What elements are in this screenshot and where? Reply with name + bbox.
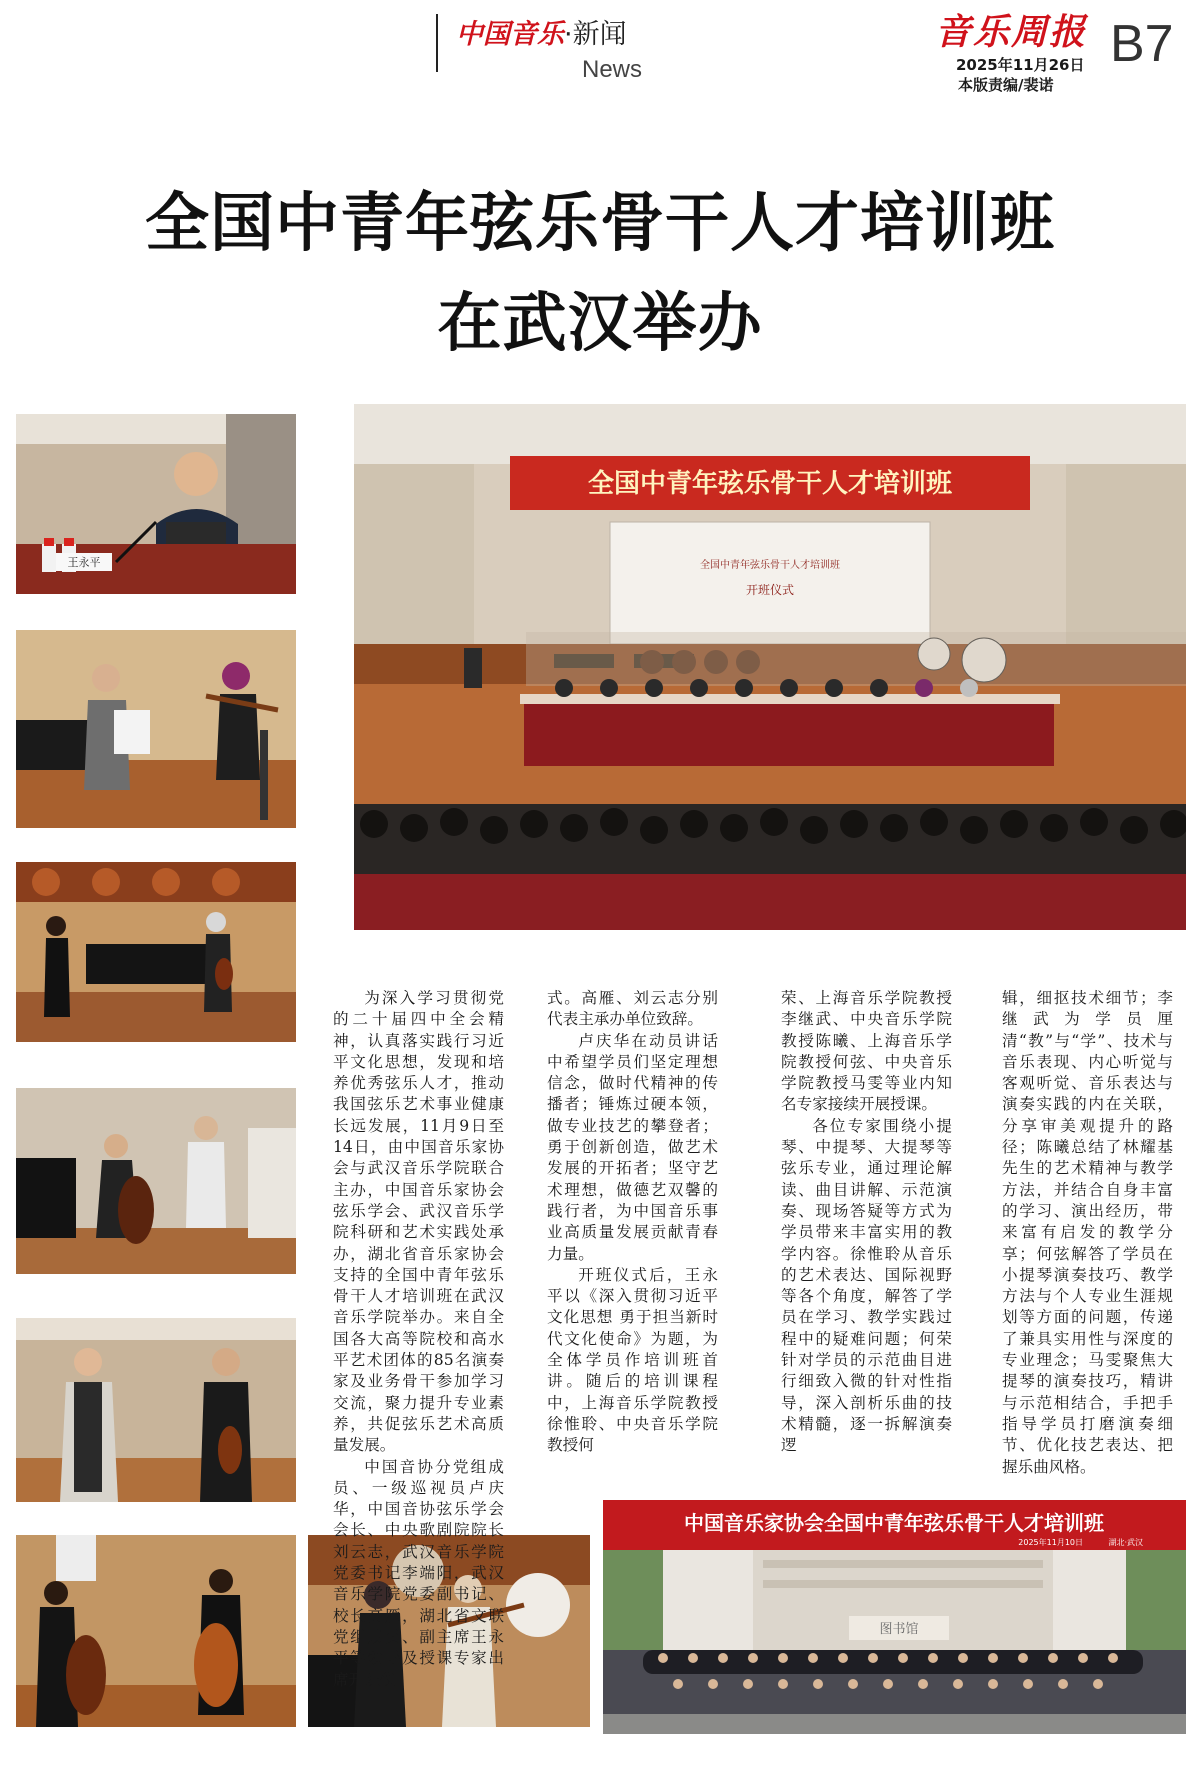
article-column-4 bbox=[1002, 988, 1173, 1478]
screen-title: 全国中青年弦乐骨干人才培训班 bbox=[700, 560, 840, 571]
article-column-2 bbox=[547, 988, 718, 1457]
photo-lecturer bbox=[16, 414, 296, 594]
masthead-divider bbox=[436, 14, 438, 72]
article-paragraph: 式。高雁、刘云志分别代表主承办单位致辞。 bbox=[547, 989, 718, 1029]
brand-logo: 中国音乐 bbox=[456, 19, 564, 50]
screen-subtitle: 开班仪式 bbox=[745, 583, 795, 597]
article-paragraph: 中国音协分党组成员、一级巡视员卢庆华，中国音协弦乐学会会长、中央歌剧院院长刘云志，武汉音乐学院党委书记李端阳，武汉音乐学院党委副书记、校长高雁，湖北省文联党组成员、副主席王永平等领导及授课专家出席开班仪 bbox=[333, 1457, 504, 1689]
article-column-1 bbox=[333, 988, 504, 1691]
group-banner-place: 湖北·武汉 bbox=[1108, 1538, 1143, 1547]
photo-two-cellists bbox=[16, 1535, 296, 1727]
group-banner-title: 中国音乐家协会全国中青年弦乐骨干人才培训班 bbox=[684, 1511, 1104, 1535]
photo-opening-ceremony bbox=[354, 404, 1186, 930]
photo-trio-piano bbox=[16, 862, 296, 1042]
headline-line-1: 全国中青年弦乐骨干人才培训班 bbox=[145, 187, 1055, 261]
section-name-en: News bbox=[582, 56, 643, 83]
main-banner-text: 全国中青年弦乐骨干人才培训班 bbox=[587, 469, 953, 499]
article-paragraph: 荣、上海音乐学院教授李继武、中央音乐学院教授陈曦、上海音乐学院教授何弦、中央音乐学院教授马雯等业内知名专家接续开展授课。 bbox=[781, 989, 952, 1114]
newspaper-logo: 音乐周报 bbox=[935, 11, 1088, 53]
page-editor: 本版责编/裴诺 bbox=[958, 76, 1054, 94]
photo-violin-instruction bbox=[16, 630, 296, 828]
page-number: B7 bbox=[1110, 15, 1174, 73]
article-column-3 bbox=[781, 988, 952, 1457]
section-name: ·新闻 bbox=[564, 19, 627, 50]
article-paragraph: 开班仪式后，王永平以《深入贯彻习近平文化思想 勇于担当新时代文化使命》为题，为全体学员作培训班首讲。随后的培训课程中，上海音乐学院教授徐惟聆、中央音乐学院教授何 bbox=[547, 1265, 718, 1455]
issue-date: 2025年11月26日 bbox=[956, 56, 1085, 74]
article-paragraph: 为深入学习贯彻党的二十届四中全会精神，认真落实践行习近平文化思想，发现和培养优秀弦乐人才，推动我国弦乐艺术事业健康长远发展，11月9日至14日，由中国音乐家协会与武汉音乐学院联合主办，中国音乐家协会弦乐学会、武汉音乐学院科研和艺术实践处承办，湖北省音乐家协会支持的全国中青年弦乐骨干人才培训班在武汉音乐学院举办。来自全国各大高等院校和高水平艺术团体的85名演奏家及业务骨干参加学习交流，聚力提升专业素养，共促弦乐艺术高质量发展。 bbox=[333, 989, 504, 1455]
photo-mic-violin bbox=[16, 1318, 296, 1502]
building-sign: 图书馆 bbox=[879, 1622, 919, 1637]
group-banner-date: 2025年11月10日 bbox=[1018, 1538, 1083, 1547]
photo-cello-lesson bbox=[16, 1088, 296, 1274]
article-paragraph: 卢庆华在动员讲话中希望学员们坚定理想信念，做时代精神的传播者；锤炼过硬本领，做专业技艺的攀登者；勇于创新创造，做艺术发展的开拓者；坚守艺术理想，做德艺双馨的践行者，为中国音乐事业高质量发展贡献青春力量。 bbox=[547, 1031, 718, 1263]
photo-group bbox=[603, 1500, 1186, 1734]
headline-line-2: 在武汉举办 bbox=[437, 287, 763, 361]
article-paragraph: 辑，细抠技术细节；李继武为学员厘清“教”与“学”、技术与音乐表现、内心听觉与客观听觉、音乐表达与演奏实践的内在关联，分享审美观提升的路径；陈曦总结了林耀基先生的艺术精神与教学方法，并结合自身丰富的学习、演出经历，带来富有启发的教学分享；何弦解答了学员在小提琴演奏技巧、教学方法与个人专业生涯规划等方面的问题，传递了兼具实用性与深度的专业理念；马雯聚焦大提琴的演奏技巧，精讲与示范相结合，手把手指导学员打磨演奏细节、优化技艺表达、把握乐曲风格。 bbox=[1002, 989, 1173, 1476]
article-paragraph: 各位专家围绕小提琴、中提琴、大提琴等弦乐专业，通过理论解读、曲目讲解、示范演奏、现场答疑等方式为学员带来丰富实用的教学内容。徐惟聆从音乐的艺术表达、国际视野等各个角度，解答了学员在学习、教学实践过程中的疑难问题；何荣针对学员的示范曲目进行细致入微的针对性指导，深入剖析乐曲的技术精髓，逐一拆解演奏逻 bbox=[781, 1116, 952, 1455]
masthead-brand bbox=[456, 12, 627, 51]
lecturer-nameplate: 王永平 bbox=[67, 556, 101, 569]
